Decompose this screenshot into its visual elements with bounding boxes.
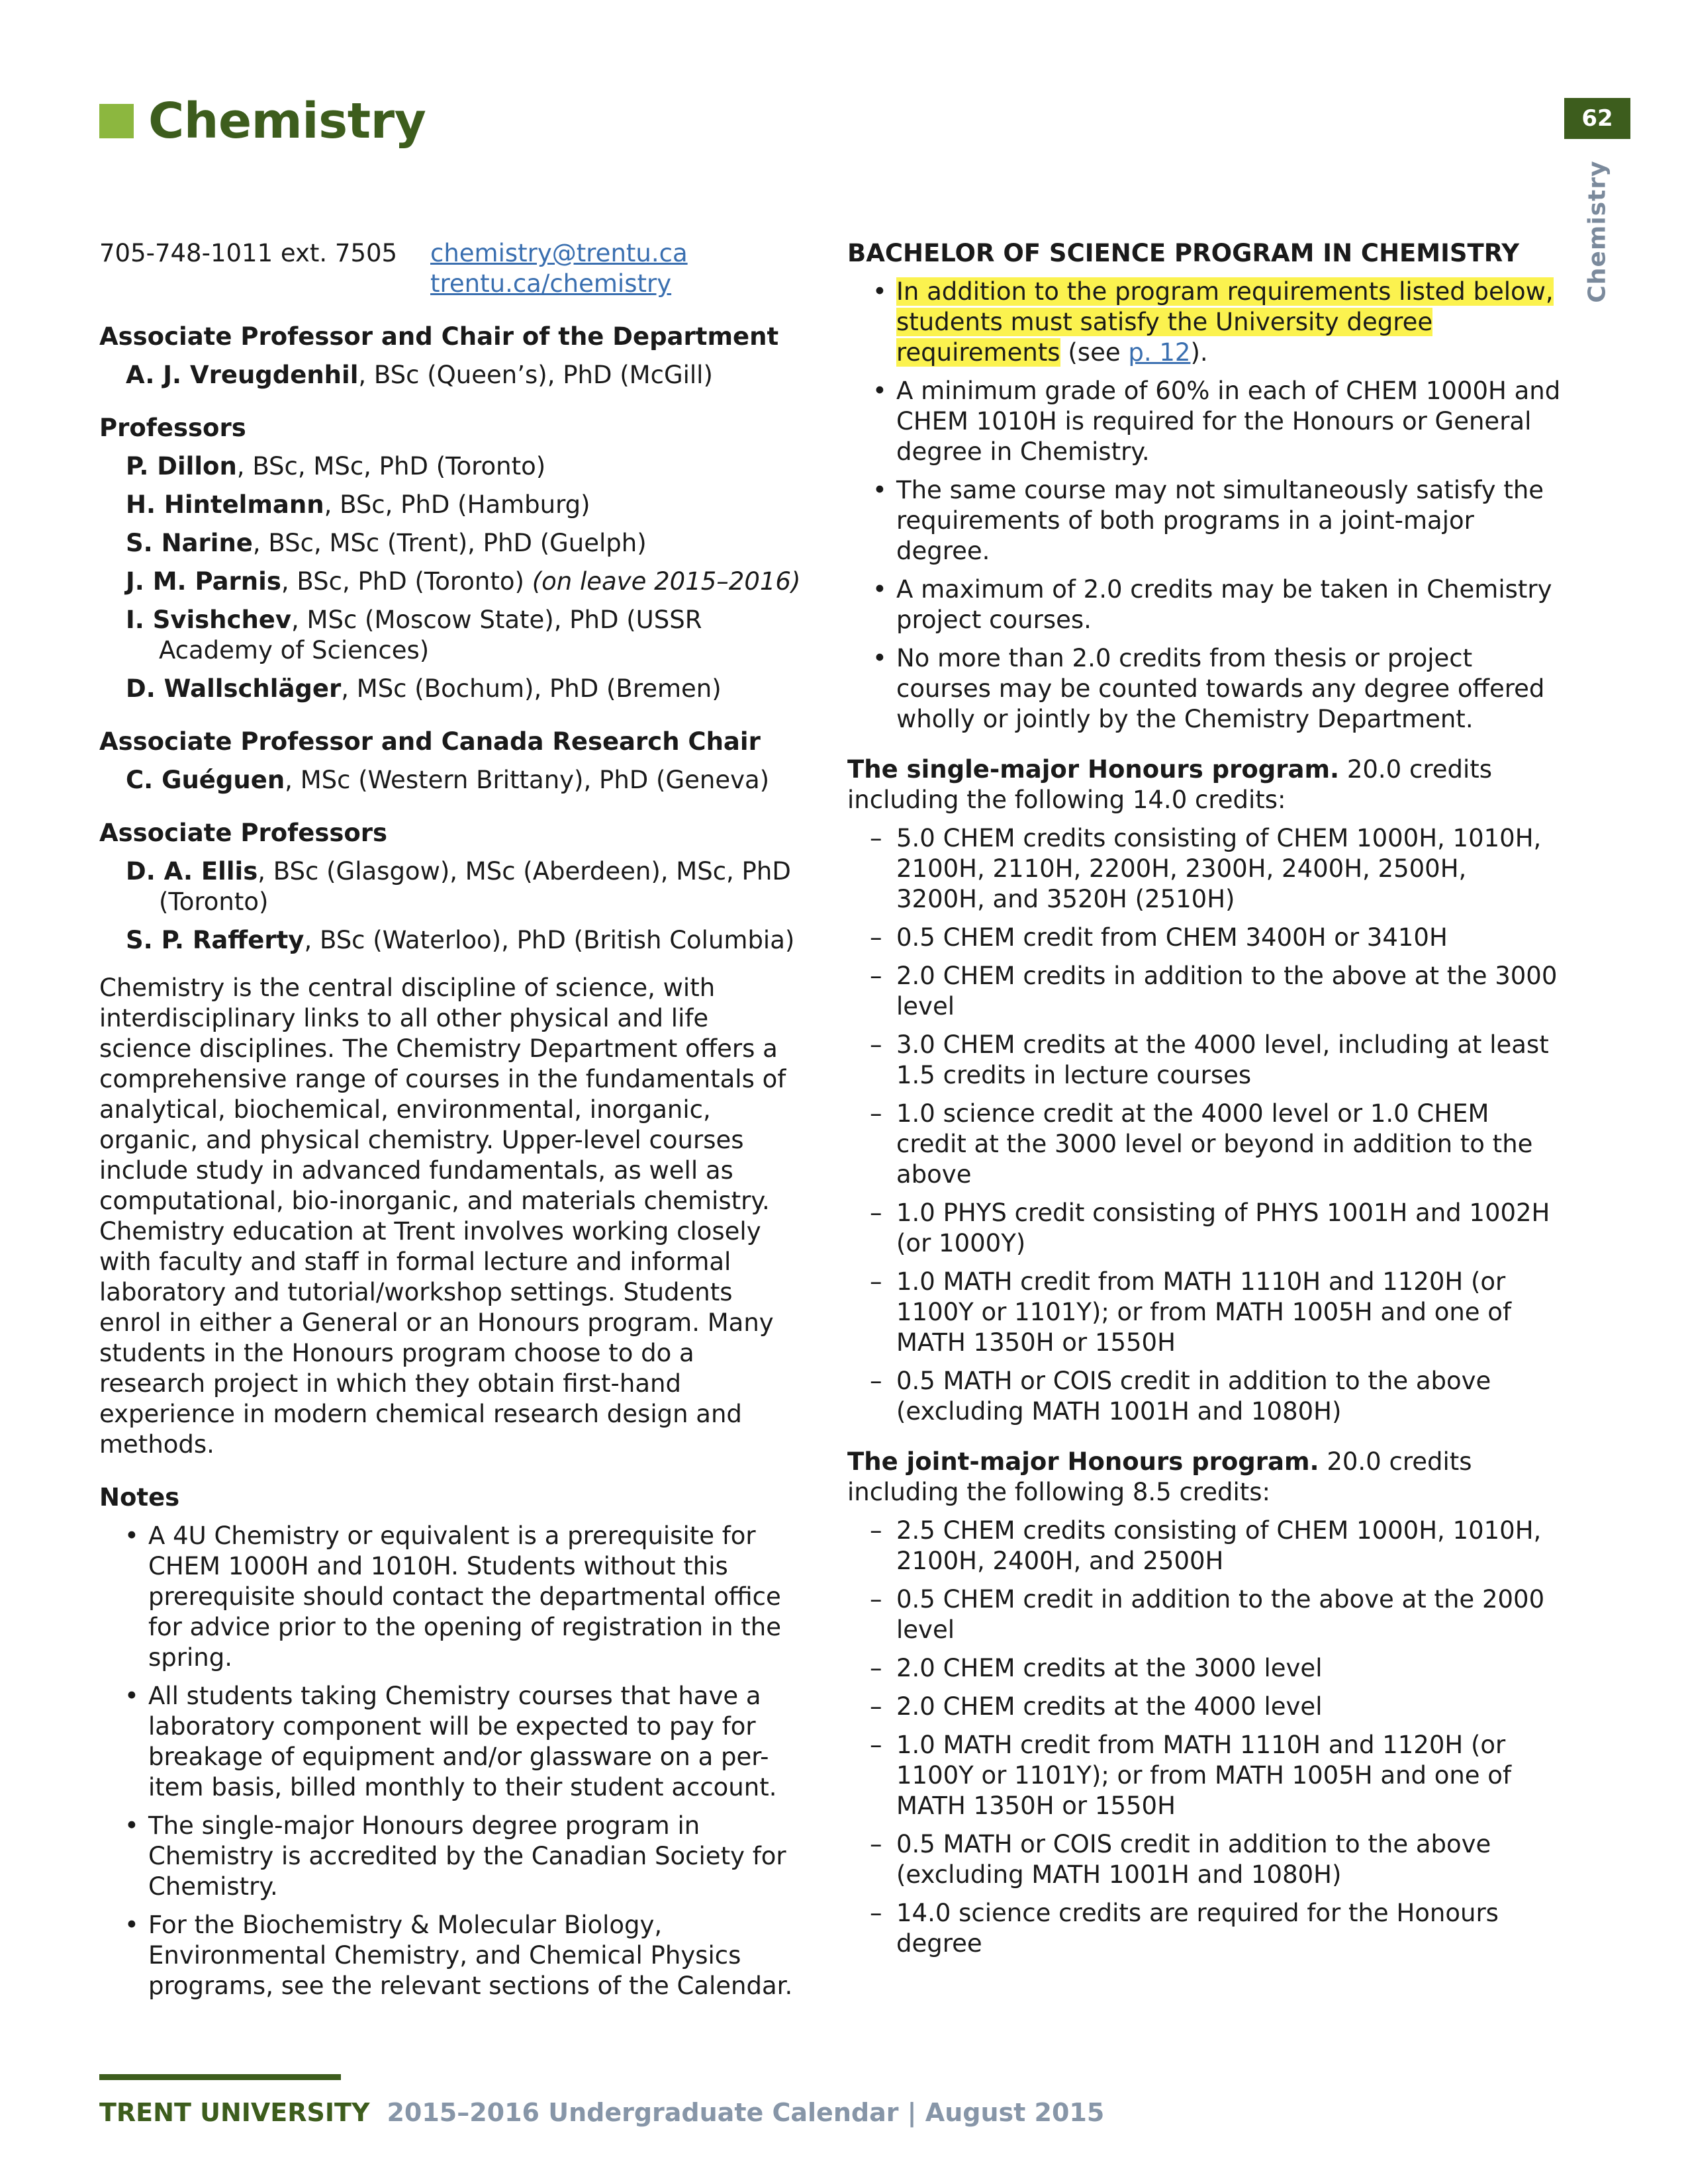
list-item: • All students taking Chemistry courses that have a laboratory component will be expected to pay for breakage of equipment and/or glassware on a per-item basis, billed monthly to their student account. [99, 1681, 801, 1803]
right-column [847, 238, 1562, 1959]
phone-number: 705-748-1011 ext. 7505 [99, 239, 398, 267]
list-item: – 0.5 CHEM credit from CHEM 3400H or 3410H [847, 923, 1562, 953]
list-item: • A 4U Chemistry or equivalent is a prerequisite for CHEM 1000H and 1010H. Students without this prerequisite should contact the departmental office for advice prior to the opening of registration in the spring. [99, 1521, 801, 1673]
side-tab [1574, 160, 1620, 303]
professors-heading: Professors [99, 414, 246, 442]
leave-note: (on leave 2015–2016) [532, 567, 801, 596]
chair-heading: Associate Professor and Chair of the Department [99, 322, 779, 351]
list-item: – 2.0 CHEM credits at the 4000 level [847, 1692, 1562, 1722]
footer-rule [99, 2074, 341, 2080]
list-item: • For the Biochemistry & Molecular Biology, Environmental Chemistry, and Chemical Physics programs, see the relevant sections of the Calendar. [99, 1910, 801, 2001]
joint-major-title: The joint-major Honours program. [847, 1447, 1319, 1476]
associates-heading: Associate Professors [99, 819, 388, 847]
list-item: – 0.5 CHEM credit in addition to the above at the 2000 level [847, 1584, 1562, 1645]
list-item: • The same course may not simultaneously satisfy the requirements of both programs in a joint-major degree. [847, 475, 1562, 567]
notes-heading: Notes [99, 1483, 180, 1512]
joint-major-list [847, 1516, 1562, 1959]
list-item: – 2.5 CHEM credits consisting of CHEM 1000H, 1010H, 2100H, 2400H, and 2500H [847, 1516, 1562, 1576]
list-item: • The single-major Honours degree program in Chemistry is accredited by the Canadian Society for Chemistry. [99, 1811, 801, 1902]
list-item: – 0.5 MATH or COIS credit in addition to the above (excluding MATH 1001H and 1080H) [847, 1829, 1562, 1890]
list-item: – 14.0 science credits are required for the Honours degree [847, 1898, 1562, 1959]
highlighted-text: In addition to the program requirements listed below, students must satisfy the University degree requirements [896, 277, 1554, 367]
title-square-icon [99, 104, 134, 138]
single-major-title: The single-major Honours program. [847, 755, 1340, 784]
notes-list [99, 1521, 801, 2001]
footer-calendar: 2015–2016 Undergraduate Calendar | August 2015 [387, 2098, 1105, 2127]
page-footer [99, 2098, 1104, 2127]
faculty-entry: I. Svishchev, MSc (Moscow State), PhD (USSR Academy of Sciences) [126, 606, 702, 664]
email-link[interactable]: chemistry@trentu.ca [430, 239, 688, 267]
page-header [99, 91, 426, 151]
list-item: – 2.0 CHEM credits at the 3000 level [847, 1653, 1562, 1684]
footer-university: TRENT UNIVERSITY [99, 2098, 370, 2127]
intro-paragraph: Chemistry is the central discipline of science, with interdisciplinary links to all other physical and life science disciplines. The Chemistry Department offers a comprehensive range of courses in the fundamentals of analytical, biochemical, environmental, inorganic, organic, and physical chemistry. Upper-level courses include study in advanced fundamentals, as well as computational, bio-inorganic, and materials chemistry. Chemistry education at Trent involves working closely with faculty and staff in formal lecture and informal laboratory and tutorial/workshop settings. Students enrol in either a General or an Honours program. Many students in the Honours program choose to do a research project in which they obtain first-hand experience in modern chemical research design and methods. [99, 974, 786, 1459]
faculty-entry: S. Narine, BSc, MSc (Trent), PhD (Guelph) [126, 529, 647, 557]
faculty-entry: S. P. Rafferty, BSc (Waterloo), PhD (British Columbia) [126, 926, 795, 954]
list-item: • A minimum grade of 60% in each of CHEM 1000H and CHEM 1010H is required for the Honours or General degree in Chemistry. [847, 376, 1562, 467]
faculty-entry: H. Hintelmann, BSc, PhD (Hamburg) [126, 490, 590, 519]
bsc-requirements-list [847, 277, 1562, 735]
page-reference-link[interactable]: p. 12 [1128, 338, 1191, 367]
page-title: Chemistry [148, 93, 426, 150]
faculty-entry: C. Guéguen, MSc (Western Brittany), PhD (Geneva) [126, 766, 770, 794]
list-item: – 0.5 MATH or COIS credit in addition to the above (excluding MATH 1001H and 1080H) [847, 1366, 1562, 1427]
list-item: • In addition to the program requirements listed below, students must satisfy the University degree requirements (see p. 12). [847, 277, 1562, 368]
list-item: – 1.0 science credit at the 4000 level or 1.0 CHEM credit at the 3000 level or beyond in addition to the above [847, 1099, 1562, 1190]
list-item: • No more than 2.0 credits from thesis or project courses may be counted towards any degree offered wholly or jointly by the Chemistry Department. [847, 643, 1562, 735]
contact-info [99, 238, 801, 299]
joint-major-intro: The joint-major Honours program. 20.0 credits including the following 8.5 credits: [847, 1447, 1472, 1506]
side-tab-label: Chemistry [1583, 160, 1611, 303]
faculty-entry: D. Wallschläger, MSc (Bochum), PhD (Bremen) [126, 674, 722, 703]
list-item: – 2.0 CHEM credits in addition to the above at the 3000 level [847, 961, 1562, 1022]
faculty-entry: J. M. Parnis, BSc, PhD (Toronto) (on leave 2015–2016) [126, 567, 801, 596]
list-item: – 1.0 PHYS credit consisting of PHYS 1001H and 1002H (or 1000Y) [847, 1198, 1562, 1259]
list-item: • A maximum of 2.0 credits may be taken in Chemistry project courses. [847, 574, 1562, 635]
bsc-heading: BACHELOR OF SCIENCE PROGRAM IN CHEMISTRY [847, 239, 1520, 267]
website-link[interactable]: trentu.ca/chemistry [430, 269, 672, 298]
faculty-entry: A. J. Vreugdenhil, BSc (Queen’s), PhD (McGill) [126, 361, 713, 389]
list-item: – 5.0 CHEM credits consisting of CHEM 1000H, 1010H, 2100H, 2110H, 2200H, 2300H, 2400H, 2500H, 3200H, and 3520H (2510H) [847, 823, 1562, 915]
page-number: 62 [1564, 98, 1630, 139]
list-item: – 3.0 CHEM credits at the 4000 level, including at least 1.5 credits in lecture courses [847, 1030, 1562, 1091]
faculty-entry: D. A. Ellis, BSc (Glasgow), MSc (Aberdeen), MSc, PhD (Toronto) [126, 857, 791, 916]
list-item: – 1.0 MATH credit from MATH 1110H and 1120H (or 1100Y or 1101Y); or from MATH 1005H and one of MATH 1350H or 1550H [847, 1267, 1562, 1358]
crc-heading: Associate Professor and Canada Research Chair [99, 727, 761, 756]
faculty-entry: P. Dillon, BSc, MSc, PhD (Toronto) [126, 452, 546, 480]
left-column [99, 238, 801, 2001]
single-major-intro: The single-major Honours program. 20.0 credits including the following 14.0 credits: [847, 755, 1493, 814]
list-item: – 1.0 MATH credit from MATH 1110H and 1120H (or 1100Y or 1101Y); or from MATH 1005H and one of MATH 1350H or 1550H [847, 1730, 1562, 1821]
single-major-list [847, 823, 1562, 1427]
